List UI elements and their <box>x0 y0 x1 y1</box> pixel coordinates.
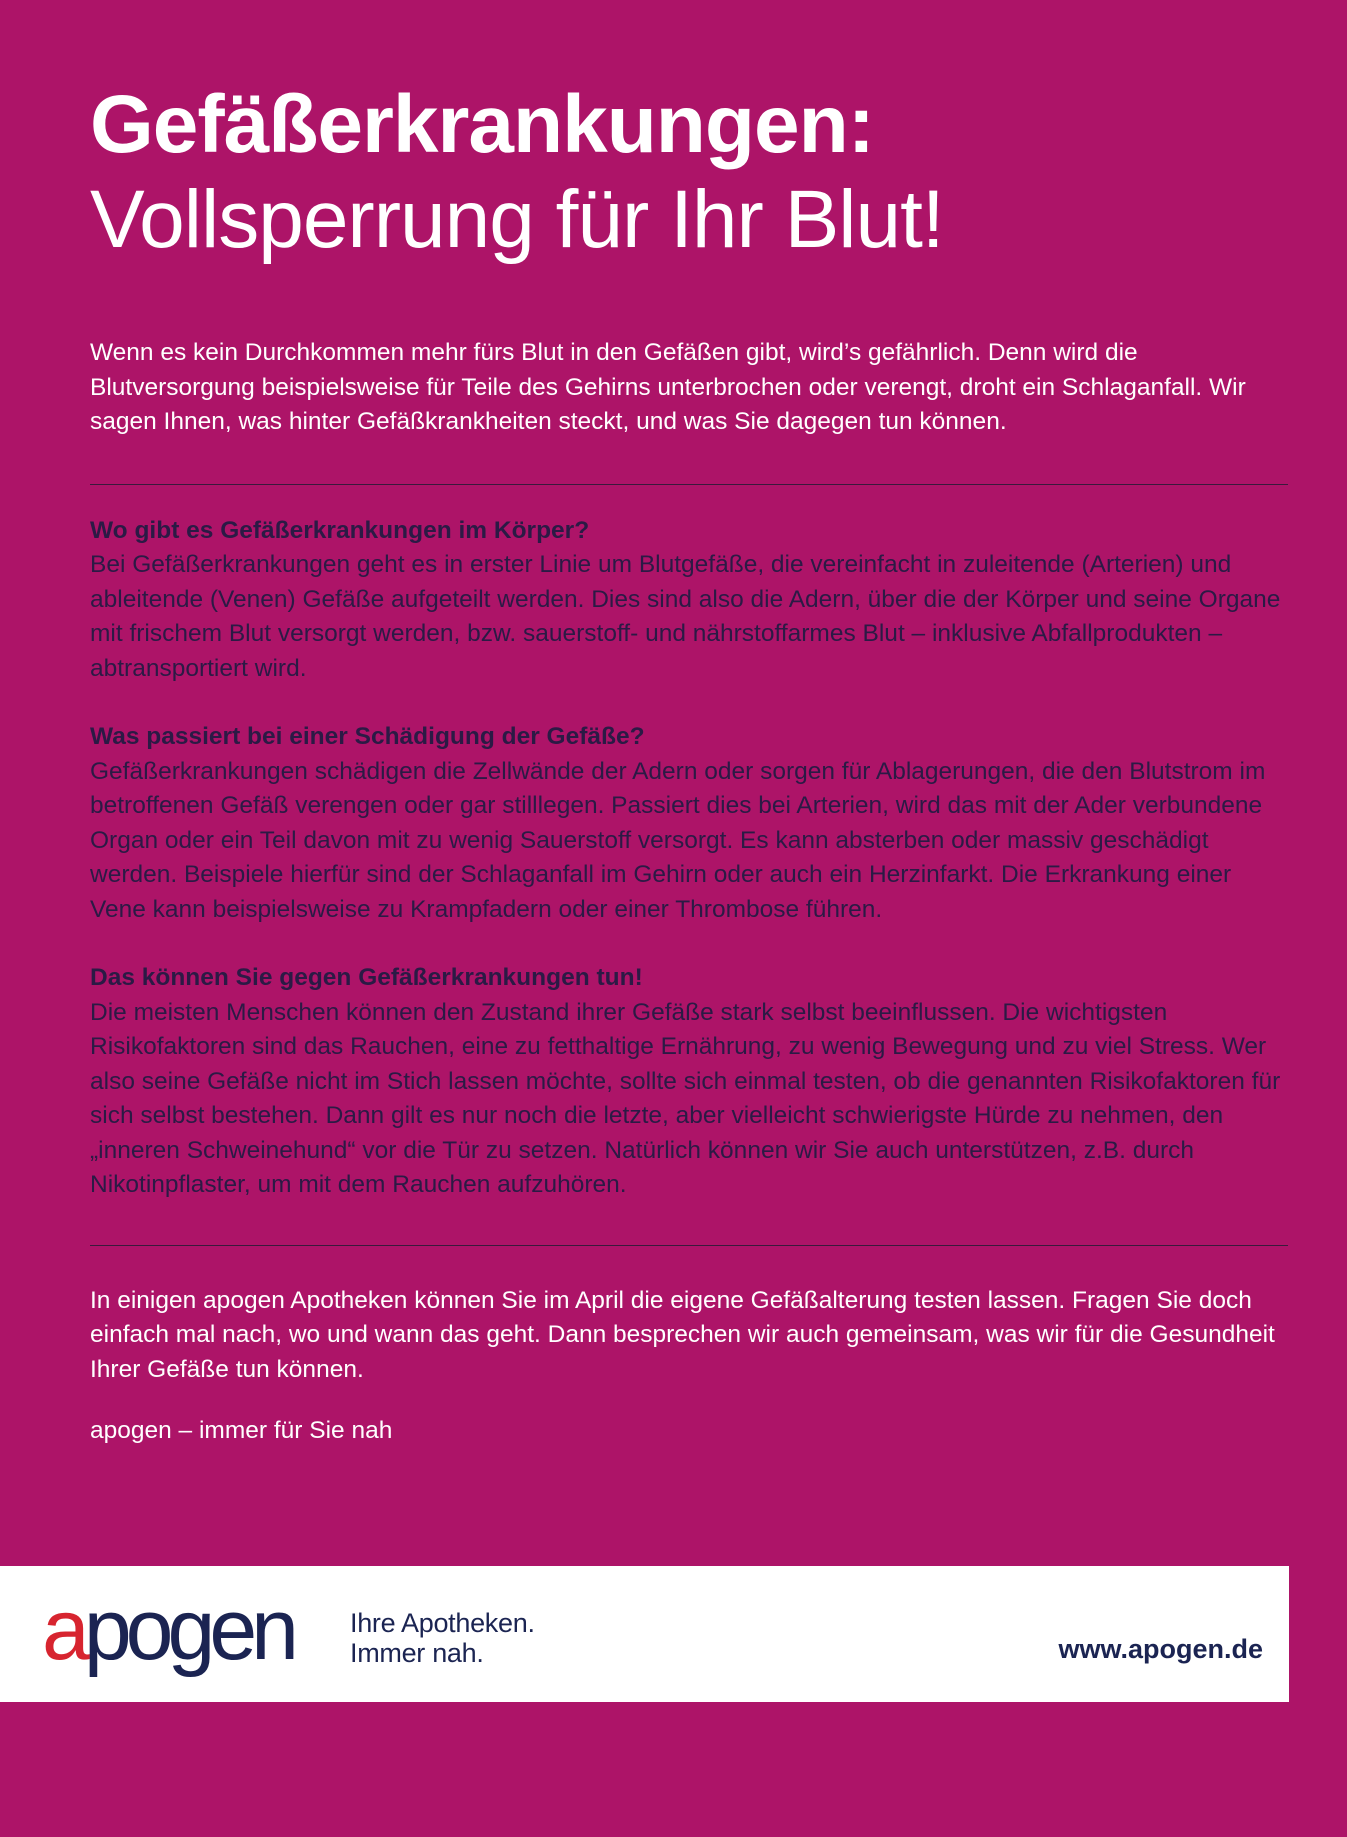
title-line-1: Gefäßerkrankungen: <box>90 79 874 170</box>
section-text: Gefäßerkrankungen schädigen die Zellwände der Adern oder sorgen für Ablagerungen, die den Blutstrom im betroffenen Gefäß verengen oder gar stilllegen. Passiert dies bei Arterien, wird das mit der Ader verbundene Organ oder ein Teil davon mit zu wenig Sauerstoff versorgt. Es kann absterben oder massiv geschädigt werden. Beispiele hierfür sind der Schlaganfall im Gehirn oder auch ein Herzinfarkt. Die Erkrankung einer Vene kann beispielsweise zu Krampfadern oder einer Thrombose führen. <box>90 757 1266 923</box>
divider-bottom <box>90 1245 1288 1246</box>
website-link[interactable]: www.apogen.de <box>1058 1634 1263 1664</box>
footer-band <box>0 1566 1289 1702</box>
divider-top <box>90 484 1288 485</box>
footer-tagline <box>350 1608 535 1668</box>
section-where <box>90 514 1288 687</box>
page-title <box>90 78 1290 268</box>
apogen-logo <box>42 1580 293 1680</box>
section-text: Die meisten Menschen können den Zustand ihrer Gefäße stark selbst beeinflussen. Die wichtigsten Risikofaktoren sind das Rauchen, eine zu fetthaltige Ernährung, zu wenig Bewegung und zu viel Stress. Wer also seine Gefäße nicht im Stich lassen möchte, sollte sich einmal testen, ob die genannten Risikofaktoren für sich selbst bestehen. Dann gilt es nur noch die letzte, aber vielleicht schwierigste Hürde zu nehmen, den „inneren Schweinehund“ vor die Tür zu setzen. Natürlich können wir Sie auch unterstützen, z.B. durch Nikotinpflaster, um mit dem Rauchen aufzuhören. <box>90 998 1281 1198</box>
section-text: Bei Gefäßerkrankungen geht es in erster Linie um Blutgefäße, die vereinfacht in zuleitende (Arterien) und ableitende (Venen) Gefäße aufgeteilt werden. Dies sind also die Adern, über die der Körper und seine Organe mit frischem Blut versorgt werden, bzw. sauerstoff- und nährstoffarmes Blut – inklusive Abfallprodukten – abtransportiert wird. <box>90 551 1281 682</box>
section-damage <box>90 720 1288 927</box>
section-heading: Das können Sie gegen Gefäßerkrankungen tun! <box>90 964 643 991</box>
article-content <box>90 336 1288 1449</box>
logo-letter-a: a <box>42 1582 84 1678</box>
title-line-2: Vollsperrung für Ihr Blut! <box>90 174 944 265</box>
outro-paragraph: In einigen apogen Apotheken können Sie im April die eigene Gefäßalterung testen lassen. Fragen Sie doch einfach mal nach, wo und wann das geht. Dann besprechen wir auch gemeinsam, was wir für die Gesundheit Ihrer Gefäße tun können. <box>90 1286 1275 1383</box>
section-heading: Was passiert bei einer Schädigung der Gefäße? <box>90 723 645 750</box>
logo-wordmark: pogen <box>83 1582 293 1678</box>
slogan: apogen – immer für Sie nah <box>90 1417 393 1444</box>
section-heading: Wo gibt es Gefäßerkrankungen im Körper? <box>90 516 590 544</box>
tagline-line-1: Ihre Apotheken. <box>350 1608 535 1638</box>
intro-paragraph: Wenn es kein Durchkommen mehr fürs Blut in den Gefäßen gibt, wird’s gefährlich. Denn wird die Blutversorgung beispielsweise für Teile des Gehirns unterbrochen oder verengt, droht ein Schlaganfall. Wir sagen Ihnen, was hinter Gefäßkrankheiten steckt, und was Sie dagegen tun können. <box>90 339 1246 435</box>
section-prevention <box>90 961 1288 1203</box>
tagline-line-2: Immer nah. <box>350 1638 484 1668</box>
